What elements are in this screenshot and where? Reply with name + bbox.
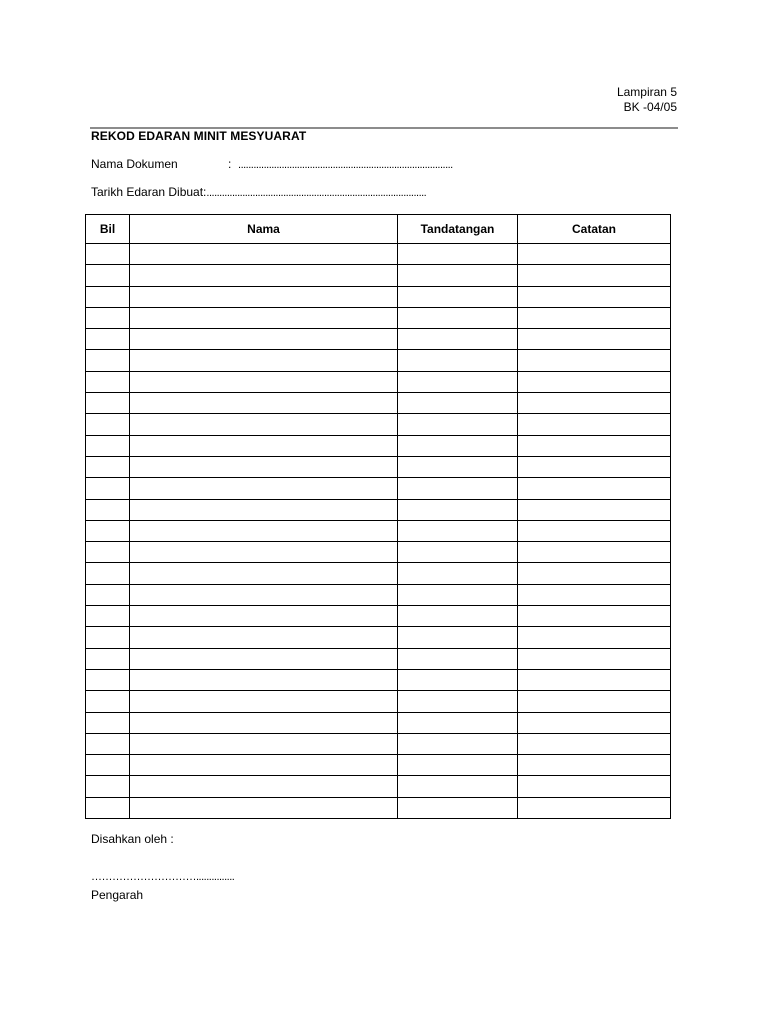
cell-catatan[interactable] bbox=[518, 627, 671, 648]
table-row bbox=[86, 435, 671, 456]
cell-nama[interactable] bbox=[130, 456, 398, 477]
cell-nama[interactable] bbox=[130, 435, 398, 456]
cell-catatan[interactable] bbox=[518, 244, 671, 265]
cell-bil[interactable] bbox=[86, 584, 130, 605]
table-row bbox=[86, 307, 671, 328]
nama-dokumen-field bbox=[91, 157, 453, 171]
table-row bbox=[86, 478, 671, 499]
cell-catatan[interactable] bbox=[518, 265, 671, 286]
cell-catatan[interactable] bbox=[518, 520, 671, 541]
cell-catatan[interactable] bbox=[518, 691, 671, 712]
table-row bbox=[86, 776, 671, 797]
cell-nama[interactable] bbox=[130, 797, 398, 818]
cell-catatan[interactable] bbox=[518, 329, 671, 350]
cell-tandatangan[interactable] bbox=[398, 669, 518, 690]
cell-bil[interactable] bbox=[86, 307, 130, 328]
cell-tandatangan[interactable] bbox=[398, 691, 518, 712]
cell-tandatangan[interactable] bbox=[398, 776, 518, 797]
cell-tandatangan[interactable] bbox=[398, 712, 518, 733]
cell-bil[interactable] bbox=[86, 265, 130, 286]
cell-tandatangan[interactable] bbox=[398, 329, 518, 350]
table-row bbox=[86, 691, 671, 712]
cell-nama[interactable] bbox=[130, 584, 398, 605]
table-row bbox=[86, 414, 671, 435]
cell-catatan[interactable] bbox=[518, 456, 671, 477]
table-row bbox=[86, 712, 671, 733]
cell-bil[interactable] bbox=[86, 329, 130, 350]
cell-tandatangan[interactable] bbox=[398, 542, 518, 563]
appendix-header bbox=[617, 85, 677, 115]
nama-dokumen-label: Nama Dokumen bbox=[91, 157, 178, 171]
cell-bil[interactable] bbox=[86, 478, 130, 499]
cell-tandatangan[interactable] bbox=[398, 244, 518, 265]
cell-bil[interactable] bbox=[86, 414, 130, 435]
table-row bbox=[86, 669, 671, 690]
cell-tandatangan[interactable] bbox=[398, 520, 518, 541]
cell-catatan[interactable] bbox=[518, 542, 671, 563]
cell-tandatangan[interactable] bbox=[398, 393, 518, 414]
cell-catatan[interactable] bbox=[518, 563, 671, 584]
cell-tandatangan[interactable] bbox=[398, 478, 518, 499]
table-row bbox=[86, 584, 671, 605]
table-row bbox=[86, 286, 671, 307]
cell-catatan[interactable] bbox=[518, 371, 671, 392]
cell-catatan[interactable] bbox=[518, 776, 671, 797]
approved-by-label: Disahkan oleh : bbox=[91, 832, 174, 846]
cell-nama[interactable] bbox=[130, 627, 398, 648]
cell-bil[interactable] bbox=[86, 606, 130, 627]
cell-nama[interactable] bbox=[130, 733, 398, 754]
cell-bil[interactable] bbox=[86, 691, 130, 712]
cell-catatan[interactable] bbox=[518, 648, 671, 669]
tarikh-edaran-blank[interactable]: ...................................................................................... bbox=[206, 187, 427, 199]
cell-tandatangan[interactable] bbox=[398, 414, 518, 435]
table-row bbox=[86, 371, 671, 392]
cell-tandatangan[interactable] bbox=[398, 606, 518, 627]
cell-bil[interactable] bbox=[86, 648, 130, 669]
cell-nama[interactable] bbox=[130, 286, 398, 307]
cell-tandatangan[interactable] bbox=[398, 648, 518, 669]
table-row bbox=[86, 755, 671, 776]
cell-catatan[interactable] bbox=[518, 606, 671, 627]
cell-tandatangan[interactable] bbox=[398, 350, 518, 371]
column-header-tandatangan: Tandatangan bbox=[398, 215, 518, 244]
cell-catatan[interactable] bbox=[518, 669, 671, 690]
cell-tandatangan[interactable] bbox=[398, 307, 518, 328]
cell-bil[interactable] bbox=[86, 542, 130, 563]
cell-bil[interactable] bbox=[86, 712, 130, 733]
cell-catatan[interactable] bbox=[518, 797, 671, 818]
cell-bil[interactable] bbox=[86, 350, 130, 371]
cell-bil[interactable] bbox=[86, 797, 130, 818]
cell-bil[interactable] bbox=[86, 244, 130, 265]
cell-bil[interactable] bbox=[86, 371, 130, 392]
cell-tandatangan[interactable] bbox=[398, 755, 518, 776]
cell-bil[interactable] bbox=[86, 627, 130, 648]
table-row bbox=[86, 733, 671, 754]
cell-tandatangan[interactable] bbox=[398, 265, 518, 286]
cell-tandatangan[interactable] bbox=[398, 627, 518, 648]
cell-bil[interactable] bbox=[86, 733, 130, 754]
cell-nama[interactable] bbox=[130, 350, 398, 371]
column-header-catatan: Catatan bbox=[518, 215, 671, 244]
cell-nama[interactable] bbox=[130, 542, 398, 563]
table-row bbox=[86, 393, 671, 414]
cell-nama[interactable] bbox=[130, 414, 398, 435]
nama-dokumen-separator: : bbox=[228, 157, 232, 171]
cell-bil[interactable] bbox=[86, 435, 130, 456]
table-row bbox=[86, 265, 671, 286]
cell-catatan[interactable] bbox=[518, 393, 671, 414]
table-row bbox=[86, 797, 671, 818]
cell-catatan[interactable] bbox=[518, 712, 671, 733]
cell-tandatangan[interactable] bbox=[398, 456, 518, 477]
cell-nama[interactable] bbox=[130, 755, 398, 776]
table-row bbox=[86, 542, 671, 563]
cell-nama[interactable] bbox=[130, 265, 398, 286]
cell-nama[interactable] bbox=[130, 606, 398, 627]
cell-catatan[interactable] bbox=[518, 499, 671, 520]
cell-nama[interactable] bbox=[130, 371, 398, 392]
appendix-label: Lampiran 5 bbox=[616, 85, 677, 99]
cell-tandatangan[interactable] bbox=[398, 563, 518, 584]
table-row bbox=[86, 606, 671, 627]
cell-catatan[interactable] bbox=[518, 755, 671, 776]
cell-bil[interactable] bbox=[86, 520, 130, 541]
cell-tandatangan[interactable] bbox=[398, 371, 518, 392]
column-header-bil: Bil bbox=[86, 215, 130, 244]
cell-bil[interactable] bbox=[86, 776, 130, 797]
table-row bbox=[86, 520, 671, 541]
cell-catatan[interactable] bbox=[518, 414, 671, 435]
cell-nama[interactable] bbox=[130, 712, 398, 733]
cell-bil[interactable] bbox=[86, 669, 130, 690]
cell-nama[interactable] bbox=[130, 478, 398, 499]
circulation-table bbox=[85, 214, 671, 819]
table-row bbox=[86, 648, 671, 669]
document-title: REKOD EDARAN MINIT MESYUARAT bbox=[91, 129, 307, 143]
table-body bbox=[86, 244, 671, 819]
cell-bil[interactable] bbox=[86, 456, 130, 477]
cell-catatan[interactable] bbox=[518, 307, 671, 328]
table-row bbox=[86, 244, 671, 265]
cell-bil[interactable] bbox=[86, 393, 130, 414]
signature-line[interactable]: …………………………............... bbox=[91, 871, 235, 883]
reference-code: BK -04/05 bbox=[623, 100, 677, 114]
table-row bbox=[86, 627, 671, 648]
cell-tandatangan[interactable] bbox=[398, 584, 518, 605]
cell-nama[interactable] bbox=[130, 563, 398, 584]
table-row bbox=[86, 563, 671, 584]
cell-bil[interactable] bbox=[86, 286, 130, 307]
nama-dokumen-blank[interactable]: .................................................................................... bbox=[238, 159, 453, 171]
table-header-row bbox=[86, 215, 671, 244]
cell-nama[interactable] bbox=[130, 393, 398, 414]
table-row bbox=[86, 329, 671, 350]
cell-bil[interactable] bbox=[86, 563, 130, 584]
cell-catatan[interactable] bbox=[518, 286, 671, 307]
cell-nama[interactable] bbox=[130, 776, 398, 797]
cell-nama[interactable] bbox=[130, 520, 398, 541]
director-label: Pengarah bbox=[91, 888, 144, 902]
cell-nama[interactable] bbox=[130, 648, 398, 669]
cell-catatan[interactable] bbox=[518, 584, 671, 605]
cell-nama[interactable] bbox=[130, 691, 398, 712]
cell-nama[interactable] bbox=[130, 307, 398, 328]
column-header-nama: Nama bbox=[130, 215, 398, 244]
table-row bbox=[86, 499, 671, 520]
cell-catatan[interactable] bbox=[518, 435, 671, 456]
cell-tandatangan[interactable] bbox=[398, 797, 518, 818]
tarikh-edaran-label: Tarikh Edaran Dibuat: bbox=[91, 185, 207, 199]
cell-tandatangan[interactable] bbox=[398, 435, 518, 456]
cell-bil[interactable] bbox=[86, 755, 130, 776]
table-row bbox=[86, 350, 671, 371]
cell-nama[interactable] bbox=[130, 669, 398, 690]
cell-catatan[interactable] bbox=[518, 478, 671, 499]
cell-nama[interactable] bbox=[130, 244, 398, 265]
table-row bbox=[86, 456, 671, 477]
cell-tandatangan[interactable] bbox=[398, 286, 518, 307]
cell-bil[interactable] bbox=[86, 499, 130, 520]
cell-catatan[interactable] bbox=[518, 733, 671, 754]
cell-tandatangan[interactable] bbox=[398, 499, 518, 520]
cell-nama[interactable] bbox=[130, 329, 398, 350]
tarikh-edaran-field bbox=[91, 185, 426, 199]
cell-catatan[interactable] bbox=[518, 350, 671, 371]
cell-nama[interactable] bbox=[130, 499, 398, 520]
cell-tandatangan[interactable] bbox=[398, 733, 518, 754]
